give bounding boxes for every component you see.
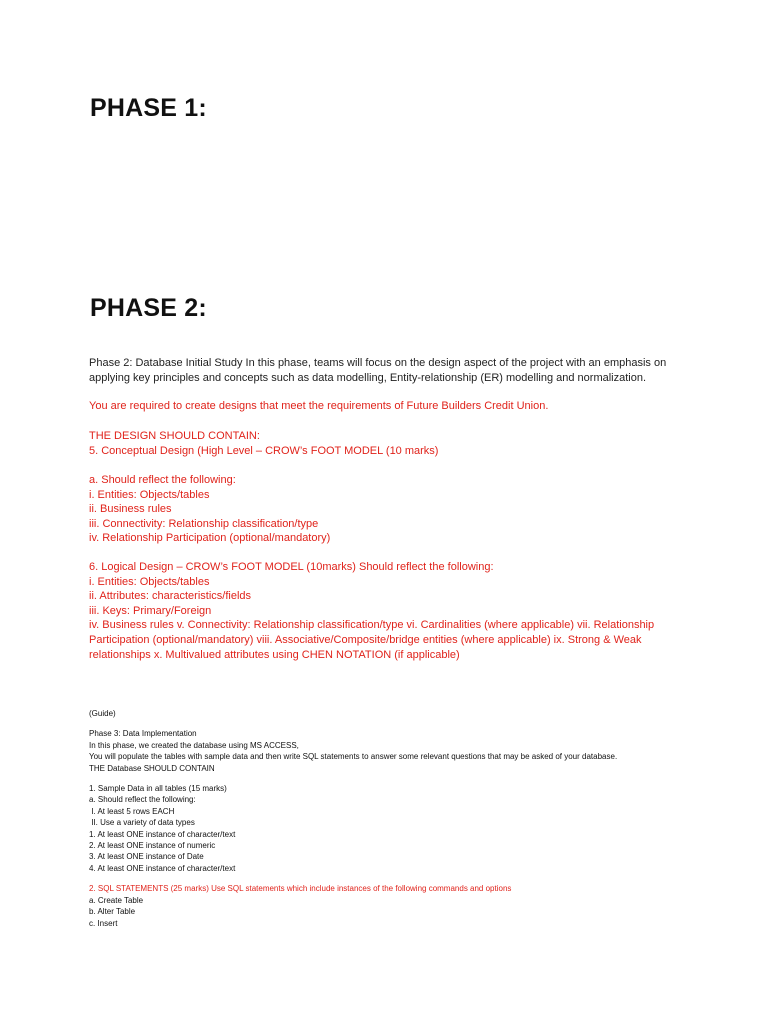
guide-label: (Guide) <box>89 709 116 718</box>
phase-2-heading: PHASE 2: <box>90 294 207 322</box>
sample-data-line: II. Use a variety of data types <box>89 818 195 828</box>
list-item: iii. Connectivity: Relationship classification/type <box>89 517 319 530</box>
list-item: a. Should reflect the following: <box>89 474 236 486</box>
sample-data-line: 2. At least ONE instance of numeric <box>89 841 216 851</box>
logical-design-paragraph: iv. Business rules v. Connectivity: Relationship classification/type vi. Cardinalities (where applicable) vii. Relationship Participation (optional/mandatory) viii. Associative/Composite/bridge entities (where applicable) ix. Strong & Weak relationships x. Multivalued attributes using CHEN NOTATION (if applicable) <box>89 619 655 661</box>
list-item: ii. Business rules <box>89 503 172 516</box>
sample-data-line: a. Should reflect the following: <box>89 795 196 805</box>
sample-data-line: 1. At least ONE instance of character/text <box>89 829 236 839</box>
list-item: iv. Relationship Participation (optional/mandatory) <box>89 532 331 545</box>
list-item: iii. Keys: Primary/Foreign <box>89 604 212 617</box>
guide-line: THE Database SHOULD CONTAIN <box>89 763 215 773</box>
requirement-text: You are required to create designs that meet the requirements of Future Builders Credit Union. <box>89 400 549 412</box>
sql-command-line: c. Insert <box>89 918 118 928</box>
phase-1-heading: PHASE 1: <box>90 94 207 122</box>
sql-statements-title: 2. SQL STATEMENTS (25 marks) Use SQL statements which include instances of the following commands and options <box>89 884 512 894</box>
sql-command-line: b. Alter Table <box>89 907 136 917</box>
phase-2-intro: Phase 2: Database Initial Study In this phase, teams will focus on the design aspect of the project with an emphasis on applying key principles and concepts such as data modelling, Entity-relationship (ER) modelling and normalization. <box>89 357 667 384</box>
logical-design-list <box>89 560 669 662</box>
list-item: 6. Logical Design – CROW’s FOOT MODEL (10marks) Should reflect the following: <box>89 561 494 573</box>
guide-line: In this phase, we created the database using MS ACCESS, <box>89 740 299 750</box>
list-item: i. Entities: Objects/tables <box>89 575 210 588</box>
conceptual-design-section <box>89 429 669 458</box>
conceptual-design-list <box>89 473 669 546</box>
guide-section <box>89 708 689 929</box>
list-item: i. Entities: Objects/tables <box>89 488 210 501</box>
guide-line: You will populate the tables with sample data and then write SQL statements to answer some relevant questions that may be asked of your database. <box>89 752 618 762</box>
sample-data-line: 4. At least ONE instance of character/text <box>89 863 236 873</box>
design-should-contain-label: THE DESIGN SHOULD CONTAIN: <box>89 430 260 442</box>
sample-data-line: I. At least 5 rows EACH <box>89 806 175 816</box>
sample-data-line: 1. Sample Data in all tables (15 marks) <box>89 784 227 794</box>
guide-line: Phase 3: Data Implementation <box>89 729 197 739</box>
sql-command-line: a. Create Table <box>89 895 144 905</box>
sample-data-line: 3. At least ONE instance of Date <box>89 852 204 862</box>
list-item: ii. Attributes: characteristics/fields <box>89 590 252 603</box>
conceptual-design-title: 5. Conceptual Design (High Level – CROW’s FOOT MODEL (10 marks) <box>89 444 439 457</box>
